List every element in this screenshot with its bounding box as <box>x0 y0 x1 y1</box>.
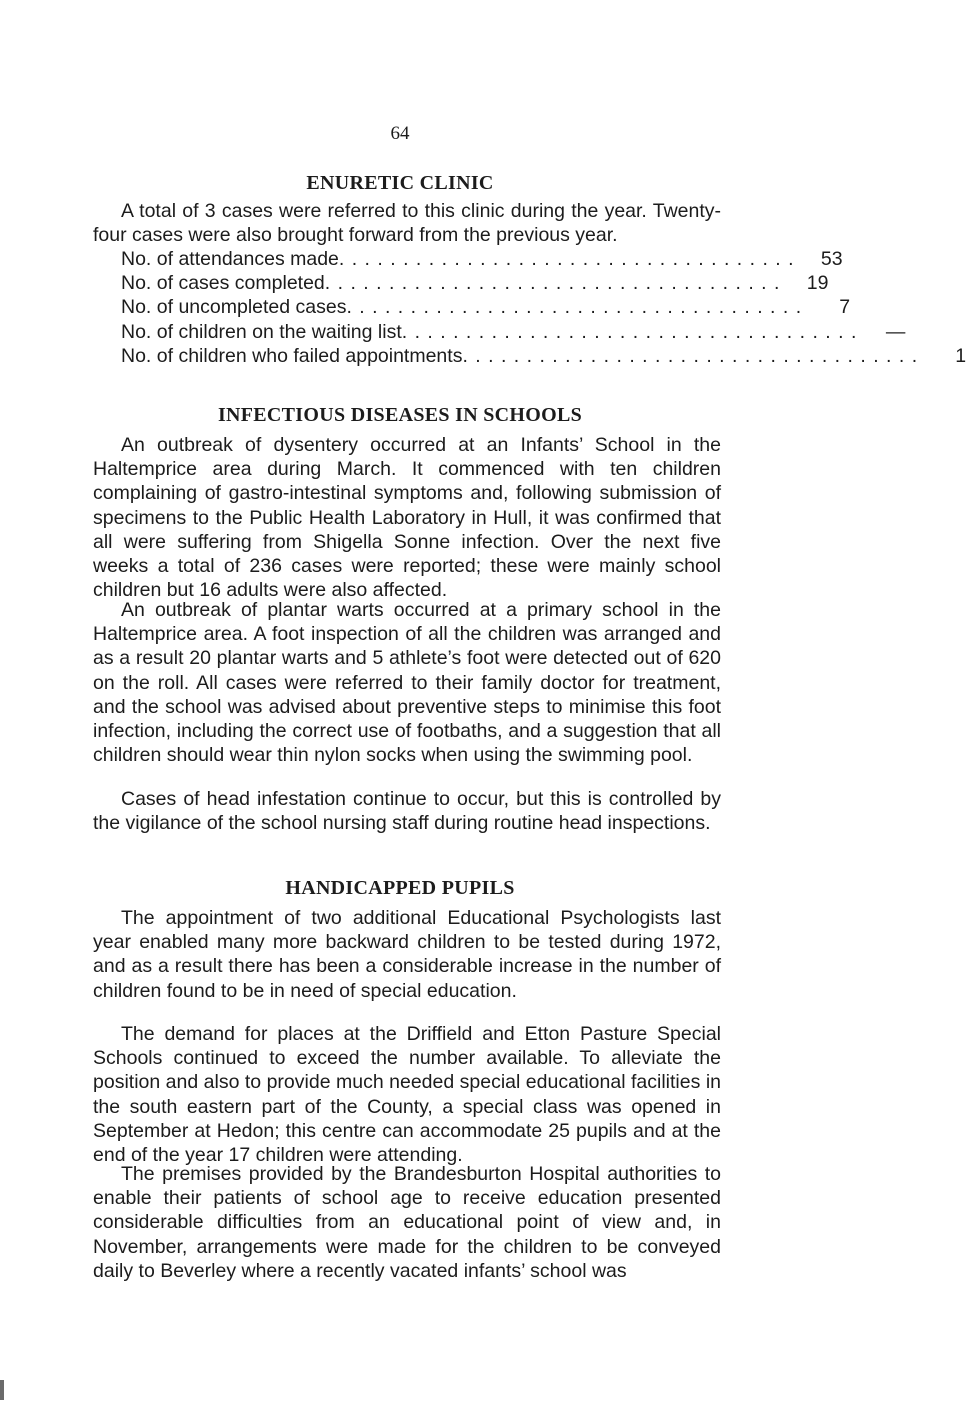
paragraph-educational-psychologists: The appointment of two additional Educational Psychologists last year enabled many more backward children to be tested during 1972, and as a result there has been a considerable increase in the number of children found to be in need of special education. <box>93 907 721 1002</box>
leader-dots: . . . . . . . . . . . . . . . . . . . . . . . . . . . . . . . . . . . . <box>401 320 858 343</box>
stat-label: No. of attendances made <box>121 248 339 270</box>
binding-edge-mark <box>0 1380 4 1400</box>
stat-label: No. of cases completed <box>121 272 325 295</box>
leader-dots: . . . . . . . . . . . . . . . . . . . . . . . . . . . . . . . . . . . . <box>324 272 781 295</box>
paragraph-plantar-warts: An outbreak of plantar warts occurred at a primary school in the Haltemprice area. A foot inspection of all the children was arranged and as a result 20 plantar warts and 5 athlete’s foot were detected out of 620 on the roll. All cases were referred to their family doctor for treatment, and the school was advised about preventive steps to minimise this foot infection, including the correct use of footbaths, and a suggestion that all children should wear thin nylon socks when using the swimming pool. <box>93 599 721 767</box>
stat-value: 7 <box>839 296 851 319</box>
stat-value: 1 <box>955 344 966 367</box>
enuretic-stats-list <box>121 247 966 368</box>
stat-label: No. of children who failed appointments <box>121 344 463 367</box>
section-heading-infectious-diseases: INFECTIOUS DISEASES IN SCHOOLS <box>217 404 583 426</box>
paragraph-brandesburton-hospital: The premises provided by the Brandesburton Hospital authorities to enable their patients of school age to receive education presented considerable difficulties from an educational point of view and, in November, arrangements were made for the children to be conveyed daily to Beverley where a recently vacated infants’ school was <box>93 1163 721 1282</box>
leader-dots: . . . . . . . . . . . . . . . . . . . . . . . . . . . . . . . . . . . . <box>346 296 803 319</box>
stat-row <box>121 344 966 368</box>
paragraph-dysentery-outbreak: An outbreak of dysentery occurred at an Infants’ School in the Haltemprice area during March. It commenced with ten children complaining of gastro-intestinal symptoms and, following submission of specimens to the Public Health Laboratory in Hull, it was confirmed that all were suffering from Shigella Sonne infection. Over the next five weeks a total of 236 cases were reported; these were mainly school children but 16 adults were also affected. <box>93 434 721 602</box>
page-number: 64 <box>390 123 410 144</box>
leader-dots: . . . . . . . . . . . . . . . . . . . . . . . . . . . . . . . . . . . . <box>338 248 795 270</box>
stat-row <box>121 247 843 271</box>
leader-dots: . . . . . . . . . . . . . . . . . . . . . . . . . . . . . . . . . . . . <box>462 344 919 367</box>
section-heading-handicapped-pupils: HANDICAPPED PUPILS <box>285 877 515 899</box>
paragraph-head-infestation: Cases of head infestation continue to occur, but this is controlled by the vigilance of the school nursing staff during routine head inspections. <box>93 788 721 835</box>
stat-label: No. of children on the waiting list <box>121 320 402 343</box>
stat-row <box>121 271 829 295</box>
stat-value: — <box>885 320 906 343</box>
stat-value: 53 <box>820 248 843 270</box>
enuretic-intro-paragraph: A total of 3 cases were referred to this clinic during the year. Twenty-four cases were also brought forward from the previous year. <box>93 200 721 247</box>
paragraph-special-schools: The demand for places at the Driffield and Etton Pasture Special Schools continued to exceed the number available. To alleviate the position and also to provide much needed special educational facilities in the south eastern part of the County, a special class was opened in September at Hedon; this centre can accommodate 25 pupils and at the end of the year 17 children were attending. <box>93 1023 721 1167</box>
stat-label: No. of uncompleted cases <box>121 296 347 319</box>
stat-row <box>121 295 851 319</box>
stat-value: 19 <box>806 272 829 295</box>
stat-row <box>121 320 906 344</box>
section-heading-enuretic-clinic: ENURETIC CLINIC <box>306 172 494 194</box>
